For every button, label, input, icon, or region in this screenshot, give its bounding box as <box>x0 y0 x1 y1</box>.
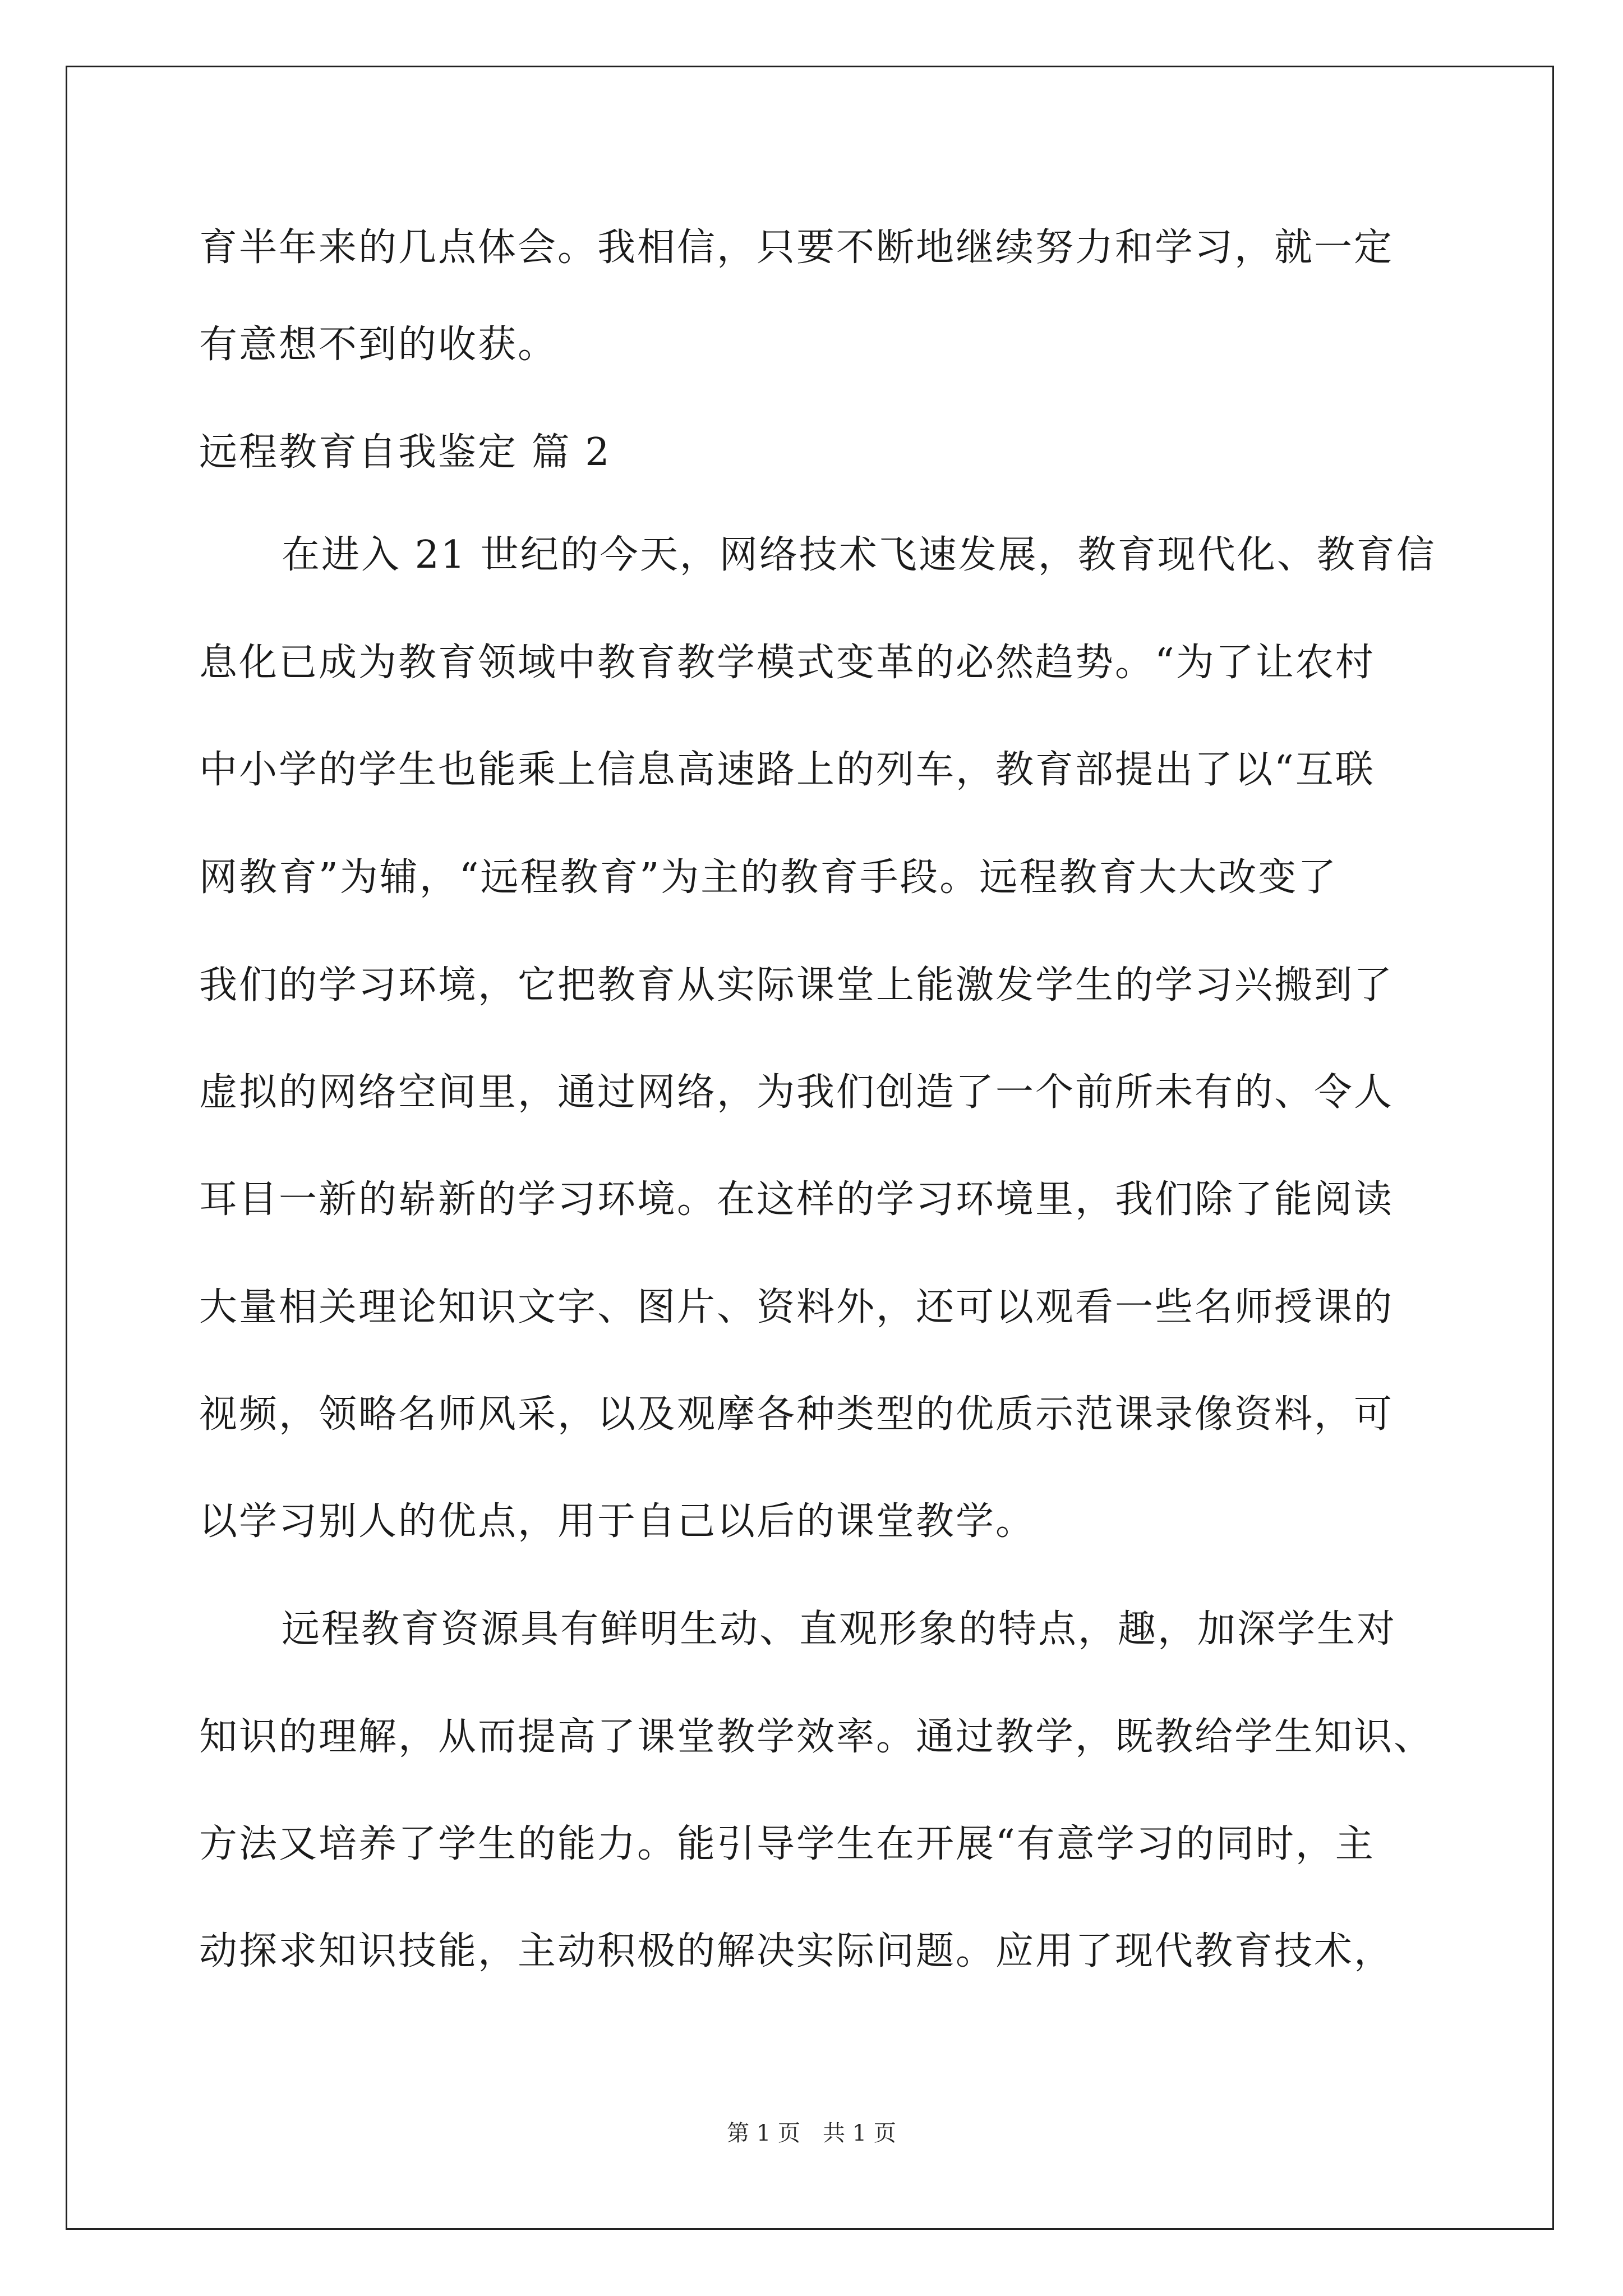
text-line: 耳目一新的崭新的学习环境。在这样的学习环境里，我们除了能阅读 <box>199 1177 1394 1222</box>
text-line: 网教育”为辅，“远程教育”为主的教育手段。远程教育大大改变了 <box>199 855 1338 900</box>
text-line: 育半年来的几点体会。我相信，只要不断地继续努力和学习，就一定 <box>199 226 1394 270</box>
text-line: 有意想不到的收获。 <box>199 323 558 367</box>
text-line: 方法又培养了学生的能力。能引导学生在开展“有意学习的同时，主 <box>199 1822 1375 1866</box>
text-line: 虚拟的网络空间里，通过网络，为我们创造了一个前所未有的、令人 <box>199 1070 1394 1115</box>
text-line: 大量相关理论知识文字、图片、资料外，还可以观看一些名师授课的 <box>199 1285 1394 1329</box>
text-line: 我们的学习环境，它把教育从实际课堂上能激发学生的学习兴搬到了 <box>199 963 1394 1007</box>
page-border <box>66 66 1554 2230</box>
text-line: 远程教育资源具有鲜明生动、直观形象的特点，趣，加深学生对 <box>282 1607 1397 1651</box>
text-line: 知识的理解，从而提高了课堂教学效率。通过教学，既教给学生知识、 <box>199 1715 1434 1759</box>
page-footer: 第 1 页 共 1 页 <box>727 2120 896 2146</box>
section-heading: 远程教育自我鉴定 篇 2 <box>199 430 611 475</box>
text-line: 以学习别人的优点，用于自己以后的课堂教学。 <box>199 1499 1036 1544</box>
text-line: 动探求知识技能，主动积极的解决实际问题。应用了现代教育技术， <box>199 1929 1394 1973</box>
text-line: 中小学的学生也能乘上信息高速路上的列车，教育部提出了以“互联 <box>199 748 1375 792</box>
text-line: 息化已成为教育领域中教育教学模式变革的必然趋势。“为了让农村 <box>199 641 1375 685</box>
text-line: 在进入 21 世纪的今天，网络技术飞速发展，教育现代化、教育信 <box>282 533 1436 577</box>
text-line: 视频，领略名师风采，以及观摩各种类型的优质示范课录像资料，可 <box>199 1392 1394 1437</box>
